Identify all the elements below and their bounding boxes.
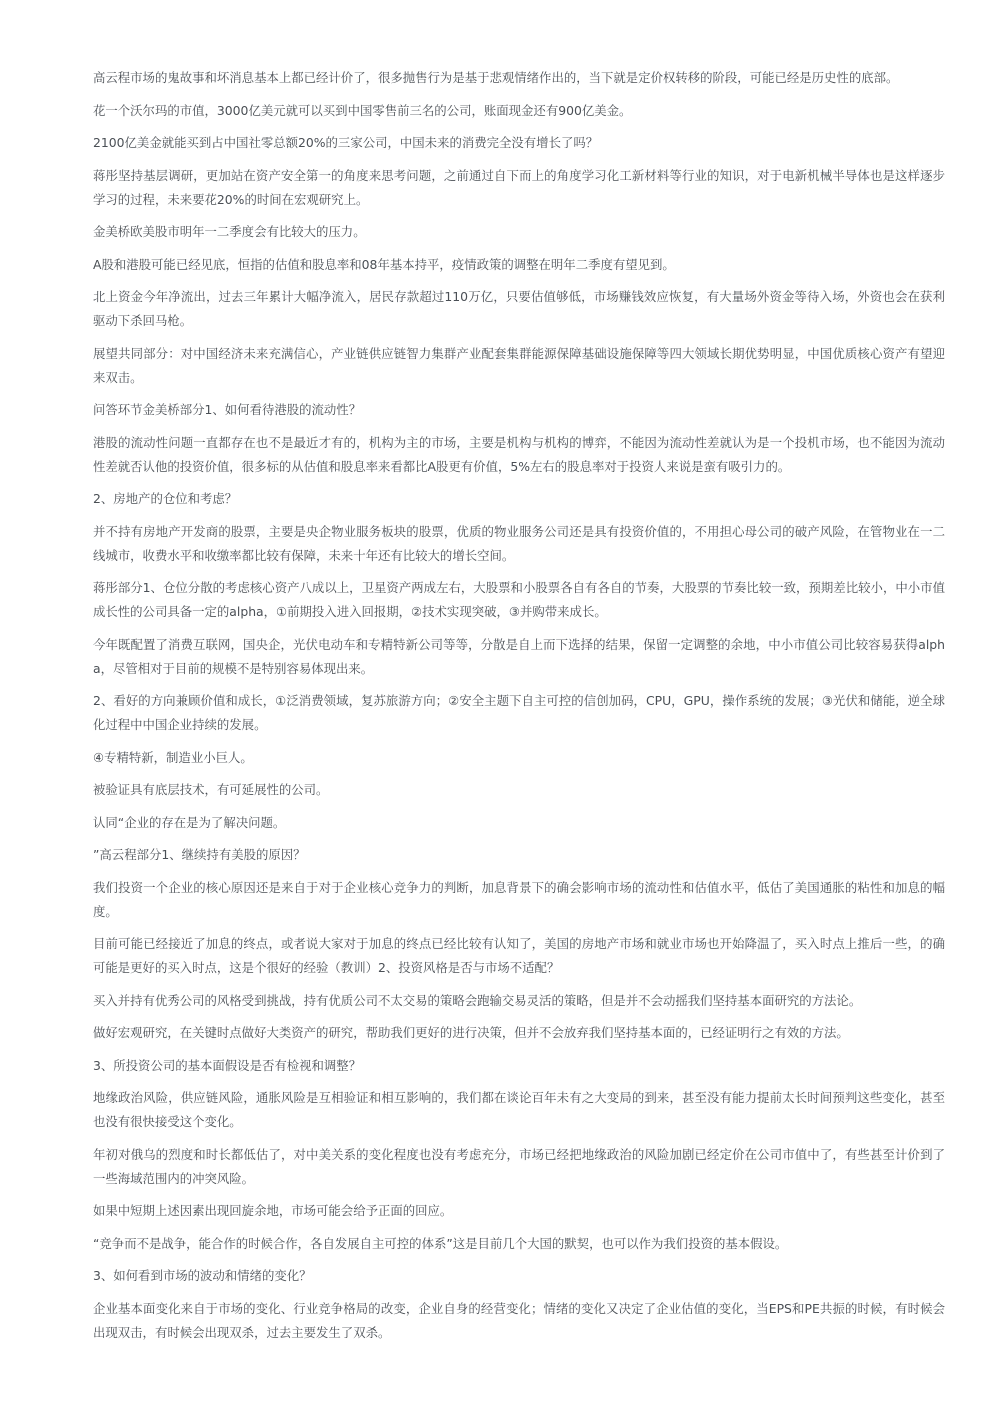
- paragraph-2: 花一个沃尔玛的市值，3000亿美元就可以买到中国零售前三名的公司，账面现金还有900亿美金。: [93, 102, 632, 118]
- paragraph-4: 蒋彤坚持基层调研，更加站在资产安全第一的角度来思考问题，之前通过自下而上的角度学习化工新材料等行业的知识，对于电新机械半导体也是这样逐步学习的过程，未来要花20%的时间在宏观研究上。: [93, 167, 945, 207]
- paragraph-16: ④专精特新，制造业小巨人。: [93, 749, 253, 765]
- paragraph-27: 如果中短期上述因素出现回旋余地，市场可能会给予正面的回应。: [93, 1203, 453, 1218]
- paragraph-6: A股和港股可能已经见底，恒指的估值和股息率和08年基本持平，疫情政策的调整在明年二季度有望见到。: [93, 256, 675, 272]
- paragraph-21: 目前可能已经接近了加息的终点，或者说大家对于加息的终点已经比较有认知了，美国的房地产市场和就业市场也开始降温了，买入时点上推后一些，的确可能是更好的买入时点，这是个很好的经验（教训）2、投资风格是否与市场不适配？: [93, 936, 945, 975]
- paragraph-24: 3、所投资公司的基本面假设是否有检视和调整？: [93, 1057, 362, 1073]
- paragraph-14: 今年既配置了消费互联网，国央企，光伏电动车和专精特新公司等等，分散是自上而下选择的结果，保留一定调整的余地，中小市值公司比较容易获得alpha，尽管相对于目前的规模不是特别容易体现出来。: [93, 636, 945, 676]
- paragraph-5: 金美桥欧美股市明年一二季度会有比较大的压力。: [93, 224, 366, 239]
- paragraph-1: 高云程市场的鬼故事和坏消息基本上都已经计价了，很多抛售行为是基于悲观情绪作出的，当下就是定价权转移的阶段，可能已经是历史性的底部。: [93, 70, 899, 85]
- paragraph-12: 并不持有房地产开发商的股票，主要是央企物业服务板块的股票，优质的物业服务公司还是具有投资价值的，不用担心母公司的破产风险，在管物业在一二线城市，收费水平和收缴率都比较有保障，未来十年还有比较大的增长空间。: [93, 523, 945, 563]
- paragraph-18: 认同“企业的存在是为了解决问题。: [93, 814, 286, 830]
- paragraph-30: 企业基本面变化来自于市场的变化、行业竞争格局的改变，企业自身的经营变化；情绪的变化又决定了企业估值的变化，当EPS和PE共振的时候，有时候会出现双击，有时候会出现双杀，过去主要发生了双杀。: [93, 1300, 945, 1340]
- paragraph-28: “竞争而不是战争，能合作的时候合作，各自发展自主可控的体系”这是目前几个大国的默契，也可以作为我们投资的基本假设。: [93, 1235, 788, 1251]
- paragraph-9: 问答环节金美桥部分1、如何看待港股的流动性？: [93, 402, 362, 417]
- paragraph-10: 港股的流动性问题一直都存在也不是最近才有的，机构为主的市场，主要是机构与机构的博弈，不能因为流动性差就认为是一个投机市场，也不能因为流动性差就否认他的投资价值，很多标的从估值和股息率来看都比A股更有价值，5%左右的股息率对于投资人来说是蛮有吸引力的。: [93, 434, 945, 474]
- paragraph-15: 2、看好的方向兼顾价值和成长，①泛消费领域，复苏旅游方向；②安全主题下自主可控的信创加码，CPU，GPU，操作系统的发展；③光伏和储能，逆全球化过程中中国企业持续的发展。: [93, 693, 945, 732]
- paragraph-19: ”高云程部分1、继续持有美股的原因？: [93, 847, 306, 862]
- paragraph-11: 2、房地产的仓位和考虑？: [93, 491, 238, 506]
- paragraph-8: 展望共同部分：对中国经济未来充满信心，产业链供应链智力集群产业配套集群能源保障基础设施保障等四大领域长期优势明显，中国优质核心资产有望迎来双击。: [93, 345, 945, 385]
- document-body: [93, 66, 945, 1353]
- paragraph-22: 买入并持有优秀公司的风格受到挑战，持有优质公司不太交易的策略会跑输交易灵活的策略，但是并不会动摇我们坚持基本面研究的方法论。: [93, 992, 862, 1008]
- paragraph-3: 2100亿美金就能买到占中国社零总额20%的三家公司，中国未来的消费完全没有增长了吗？: [93, 135, 599, 150]
- paragraph-25: 地缘政治风险，供应链风险，通胀风险是互相验证和相互影响的，我们都在谈论百年未有之大变局的到来，甚至没有能力提前太长时间预判这些变化，甚至也没有很快接受这个变化。: [93, 1090, 945, 1129]
- paragraph-17: 被验证具有底层技术，有可延展性的公司。: [93, 782, 329, 797]
- paragraph-13: 蒋彤部分1、仓位分散的考虑核心资产八成以上，卫星资产两成左右，大股票和小股票各自有各自的节奏，大股票的节奏比较一致，预期差比较小，中小市值成长性的公司具备一定的alpha，①前期投入进入回报期，②技术实现突破，③并购带来成长。: [93, 580, 945, 619]
- paragraph-26: 年初对俄乌的烈度和时长都低估了，对中美关系的变化程度也没有考虑充分，市场已经把地缘政治的风险加剧已经定价在公司市值中了，有些甚至计价到了一些海域范围内的冲突风险。: [93, 1146, 945, 1186]
- paragraph-29: 3、如何看到市场的波动和情绪的变化？: [93, 1268, 312, 1283]
- paragraph-20: 我们投资一个企业的核心原因还是来自于对于企业核心竞争力的判断，加息背景下的确会影响市场的流动性和估值水平，低估了美国通胀的粘性和加息的幅度。: [93, 879, 945, 919]
- paragraph-7: 北上资金今年净流出，过去三年累计大幅净流入，居民存款超过110万亿，只要估值够低，市场赚钱效应恢复，有大量场外资金等待入场，外资也会在获利驱动下杀回马枪。: [93, 289, 945, 328]
- paragraph-23: 做好宏观研究，在关键时点做好大类资产的研究，帮助我们更好的进行决策，但并不会放弃我们坚持基本面的，已经证明行之有效的方法。: [93, 1025, 849, 1040]
